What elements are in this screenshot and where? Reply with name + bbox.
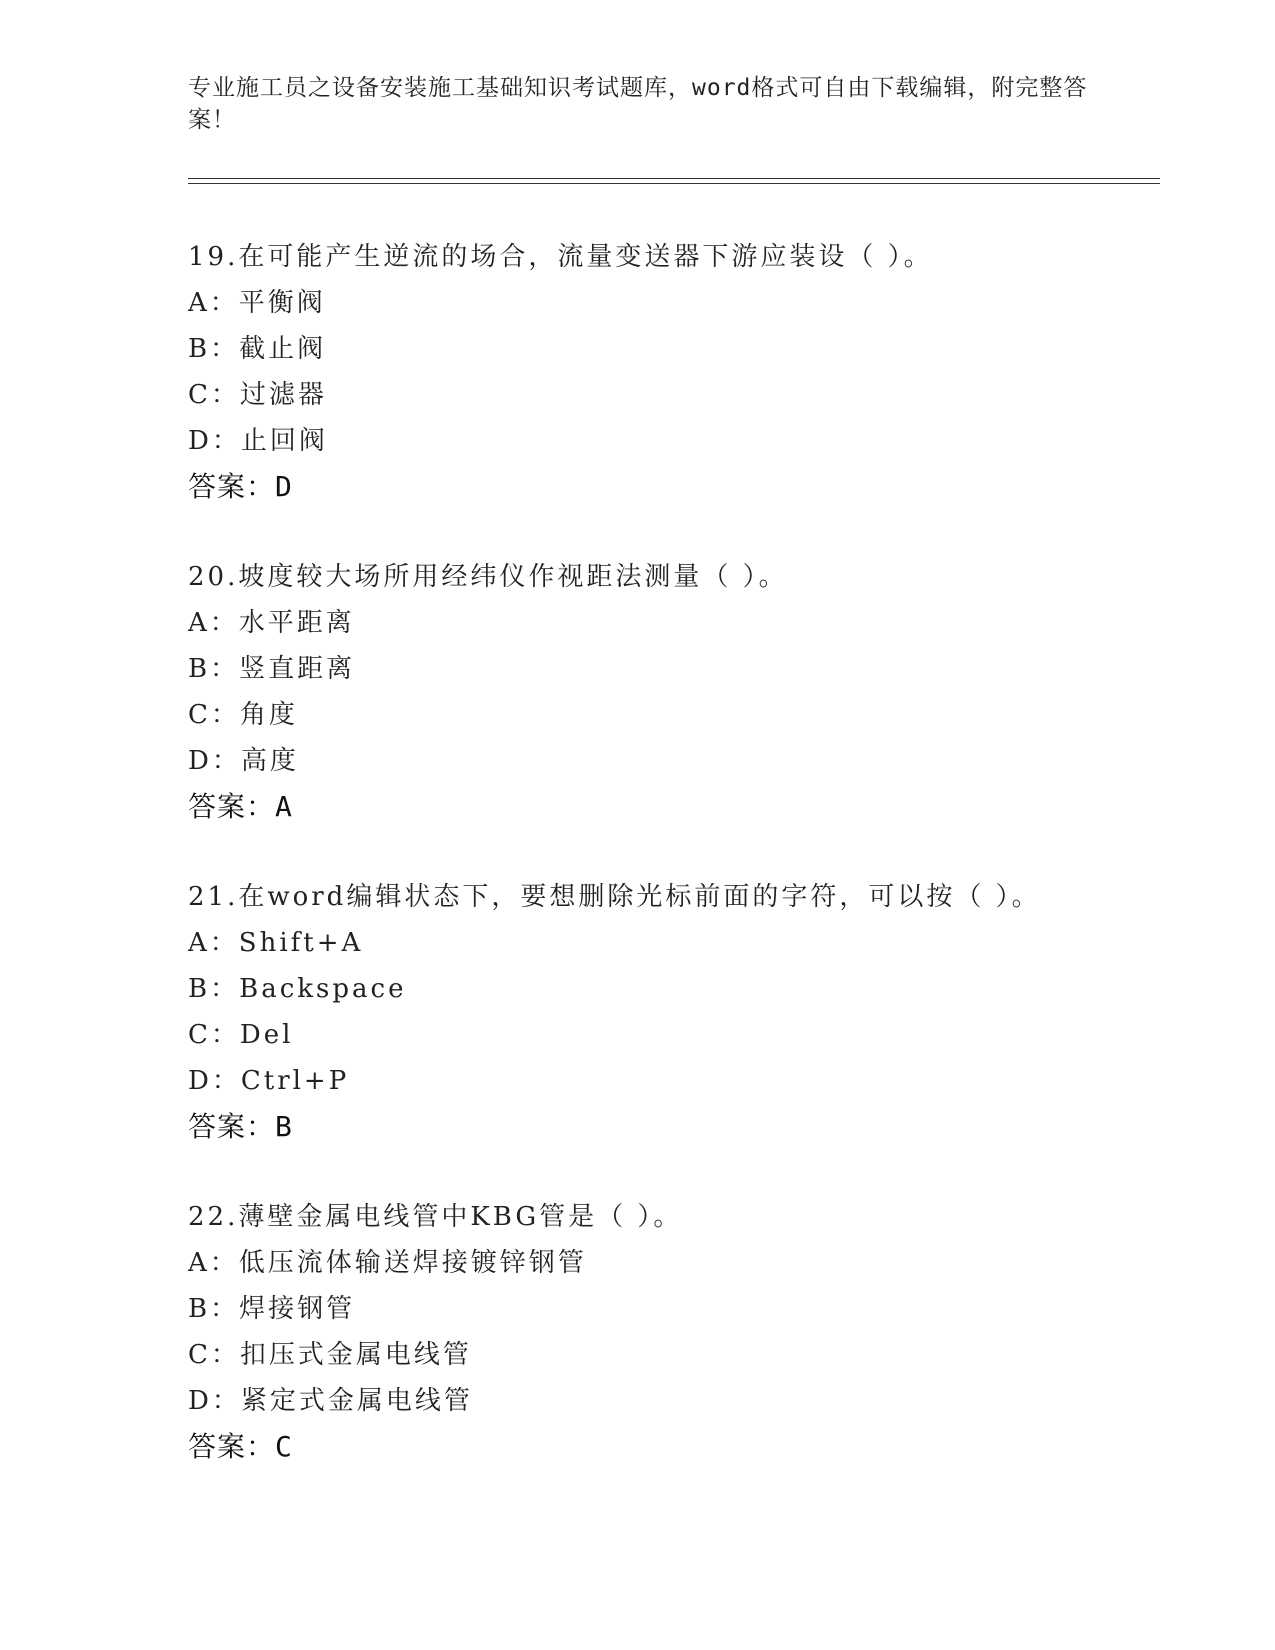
option-d: D：Ctrl+P [188, 1066, 350, 1096]
answer: 答案：C [188, 1430, 293, 1463]
question-21 [188, 874, 1148, 1150]
question-stem: 22.薄壁金属电线管中KBG管是（ ）。 [188, 1202, 683, 1232]
question-22 [188, 1194, 1148, 1470]
option-b: B：焊接钢管 [188, 1294, 356, 1324]
option-d: D：止回阀 [188, 426, 328, 456]
option-a: A：低压流体输送焊接镀锌钢管 [188, 1248, 587, 1278]
question-19 [188, 234, 1148, 510]
question-stem: 20.坡度较大场所用经纬仪作视距法测量（ ）。 [188, 562, 788, 592]
option-d: D：高度 [188, 746, 299, 776]
option-c: C：扣压式金属电线管 [188, 1340, 472, 1370]
answer: 答案：B [188, 1110, 293, 1143]
option-c: C：过滤器 [188, 380, 327, 410]
option-c: C：Del [188, 1020, 294, 1050]
answer: 答案：D [188, 470, 293, 503]
option-a: A：Shift+A [188, 928, 364, 958]
option-c: C：角度 [188, 700, 298, 730]
header-divider-bottom [188, 183, 1160, 184]
answer: 答案：A [188, 790, 293, 823]
option-b: B：竖直距离 [188, 654, 356, 684]
option-a: A：平衡阀 [188, 288, 326, 318]
question-stem: 21.在word编辑状态下，要想删除光标前面的字符，可以按（ ）。 [188, 882, 1041, 912]
question-20 [188, 554, 1148, 830]
option-b: B：Backspace [188, 974, 407, 1004]
option-d: D：紧定式金属电线管 [188, 1386, 473, 1416]
header-divider-top [188, 178, 1160, 179]
option-b: B：截止阀 [188, 334, 327, 364]
option-a: A：水平距离 [188, 608, 355, 638]
document-header: 专业施工员之设备安装施工基础知识考试题库，word格式可自由下载编辑，附完整答案！ [188, 75, 1088, 133]
question-stem: 19.在可能产生逆流的场合，流量变送器下游应装设（ ）。 [188, 242, 933, 272]
